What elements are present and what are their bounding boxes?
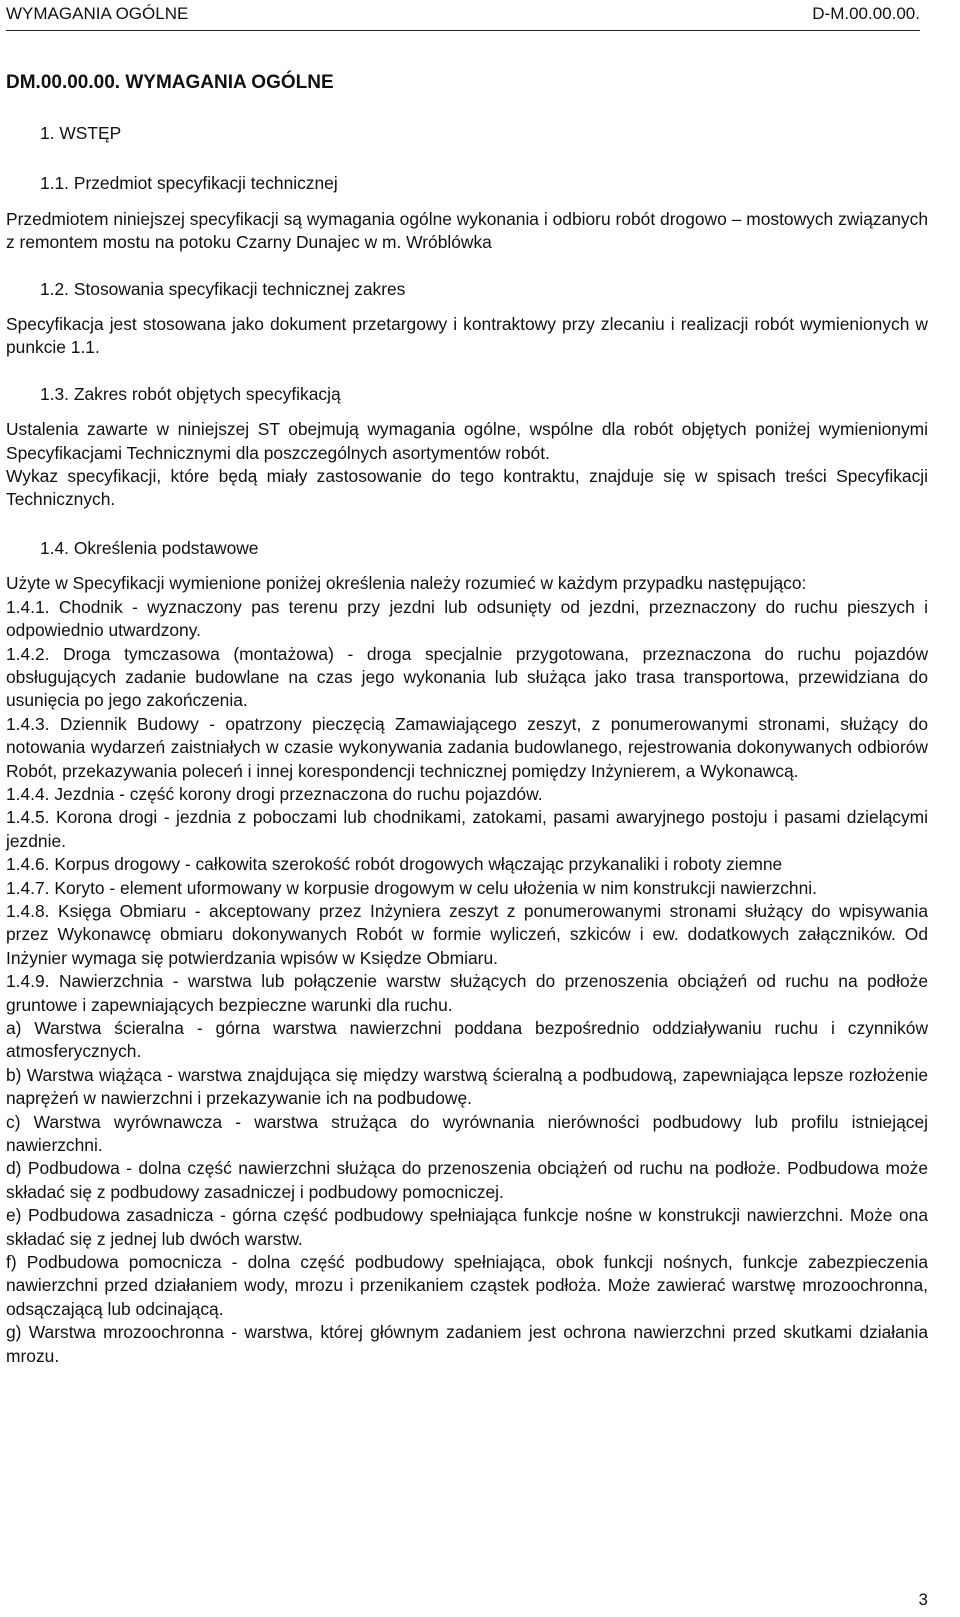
section-heading-1-4: 1.4. Określenia podstawowe	[40, 537, 259, 558]
definition-item: 1.4.1. Chodnik - wyznaczony pas terenu przy jezdni lub odsunięty od jezdni, przeznaczony do ruchu pieszych i odpowiednio utwardzony.	[6, 596, 928, 641]
definition-item: c) Warstwa wyrównawcza - warstwa strużąca do wyrównania nierówności podbudowy lub profilu istniejącej nawierzchni.	[6, 1111, 928, 1156]
definition-item: 1.4.7. Koryto - element uformowany w korpusie drogowym w celu ułożenia w nim konstrukcji nawierzchni.	[6, 877, 817, 898]
definition-item: b) Warstwa wiążąca - warstwa znajdująca się między warstwą ścieralną a podbudową, zapewniająca lepsze rozłożenie naprężeń w nawierzchni i przekazywanie ich na podbudowę.	[6, 1064, 928, 1109]
section-heading-1-2: 1.2. Stosowania specyfikacji technicznej zakres	[40, 278, 406, 299]
section-text-1-3-a: Ustalenia zawarte w niniejszej ST obejmują wymagania ogólne, wspólne dla robót objętych poniżej wymienionymi Specyfikacjami Technicznymi dla poszczególnych asortymentów robót.	[6, 419, 928, 463]
definition-item: d) Podbudowa - dolna część nawierzchni służąca do przenoszenia obciążeń od ruchu na podłoże. Podbudowa może składać się z podbudowy zasadniczej i podbudowy pomocniczej.	[6, 1158, 928, 1202]
definition-item: e) Podbudowa zasadnicza - górna część podbudowy spełniająca funkcje nośne w konstrukcji nawierzchni. Może ona składać się z jednej lub dwóch warstw.	[6, 1205, 928, 1249]
section-heading-1-3: 1.3. Zakres robót objętych specyfikacją	[40, 383, 341, 404]
section-intro-1-4: Użyte w Specyfikacji wymienione poniżej określenia należy rozumieć w każdym przypadku następująco:	[6, 573, 807, 594]
definition-item: 1.4.8. Księga Obmiaru - akceptowany przez Inżyniera zeszyt z ponumerowanymi stronami służący do wpisywania przez Wykonawcę obmiaru dokonywanych Robót w formie wyliczeń, szkiców i ew. dodatkowych załączników. Od Inżynier wymaga się potwierdzania wpisów w Księdze Obmiaru.	[6, 900, 928, 968]
section-heading-wstep: 1. WSTĘP	[40, 123, 122, 143]
section-text-1-3-b: Wykaz specyfikacji, które będą miały zastosowanie do tego kontraktu, znajduje się w spisach treści Specyfikacji Technicznych.	[6, 466, 928, 510]
definition-item: g) Warstwa mrozoochronna - warstwa, której głównym zadaniem jest ochrona nawierzchni przed skutkami działania mrozu.	[6, 1322, 928, 1366]
definition-item: 1.4.5. Korona drogi - jezdnia z poboczami lub chodnikami, zatokami, pasami awaryjnego postoju i pasami dzielącymi jezdnie.	[6, 807, 928, 851]
document-body	[6, 70, 928, 1368]
document-title: DM.00.00.00. WYMAGANIA OGÓLNE	[6, 72, 334, 93]
section-text-1-2: Specyfikacja jest stosowana jako dokument przetargowy i kontraktowy przy zlecaniu i realizacji robót wymienionych w punkcie 1.1.	[6, 314, 928, 358]
definition-item: a) Warstwa ścieralna - górna warstwa nawierzchni poddana bezpośrednio oddziaływaniu ruchu i czynników atmosferycznych.	[6, 1018, 928, 1062]
header-left: WYMAGANIA OGÓLNE	[6, 4, 189, 23]
definition-item: 1.4.2. Droga tymczasowa (montażowa) - droga specjalnie przygotowana, przeznaczona do ruchu pojazdów obsługujących zadanie budowlane na czas jego wykonania lub służąca jako trasa transportowa, przewidziana do usunięcia po jego zakończenia.	[6, 643, 928, 711]
page-number: 3	[918, 1590, 928, 1609]
page-header	[6, 0, 920, 31]
definition-item: 1.4.9. Nawierzchnia - warstwa lub połączenie warstw służących do przenoszenia obciążeń od ruchu na podłoże gruntowe i zapewniających bezpieczne warunki dla ruchu.	[6, 971, 928, 1015]
section-heading-1-1: 1.1. Przedmiot specyfikacji technicznej	[40, 173, 338, 194]
definition-item: 1.4.4. Jezdnia - część korony drogi przeznaczona do ruchu pojazdów.	[6, 783, 543, 804]
definition-item: 1.4.6. Korpus drogowy - całkowita szerokość robót drogowych włączając przykanaliki i roboty ziemne	[6, 854, 783, 875]
definition-item: 1.4.3. Dziennik Budowy - opatrzony pieczęcią Zamawiającego zeszyt, z ponumerowanymi stronami, służący do notowania wydarzeń zaistniałych w czasie wykonywania zadania budowlanego, rejestrowania dokonywanych odbiorów Robót, przekazywania poleceń i innej korespondencji technicznej pomiędzy Inżynierem, a Wykonawcą.	[6, 713, 928, 781]
header-right: D-M.00.00.00.	[812, 4, 920, 23]
definition-item: f) Podbudowa pomocnicza - dolna część podbudowy spełniająca, obok funkcji nośnych, funkcje zabezpieczenia nawierzchni przed działaniem wody, mrozu i przenikaniem cząstek podłoża. Może zawierać warstwę mrozoochronna, odsączającą lub odcinającą.	[6, 1252, 928, 1319]
section-text-1-1: Przedmiotem niniejszej specyfikacji są wymagania ogólne wykonania i odbioru robót drogowo – mostowych związanych z remontem mostu na potoku Czarny Dunajec w m. Wróblówka	[6, 208, 928, 253]
